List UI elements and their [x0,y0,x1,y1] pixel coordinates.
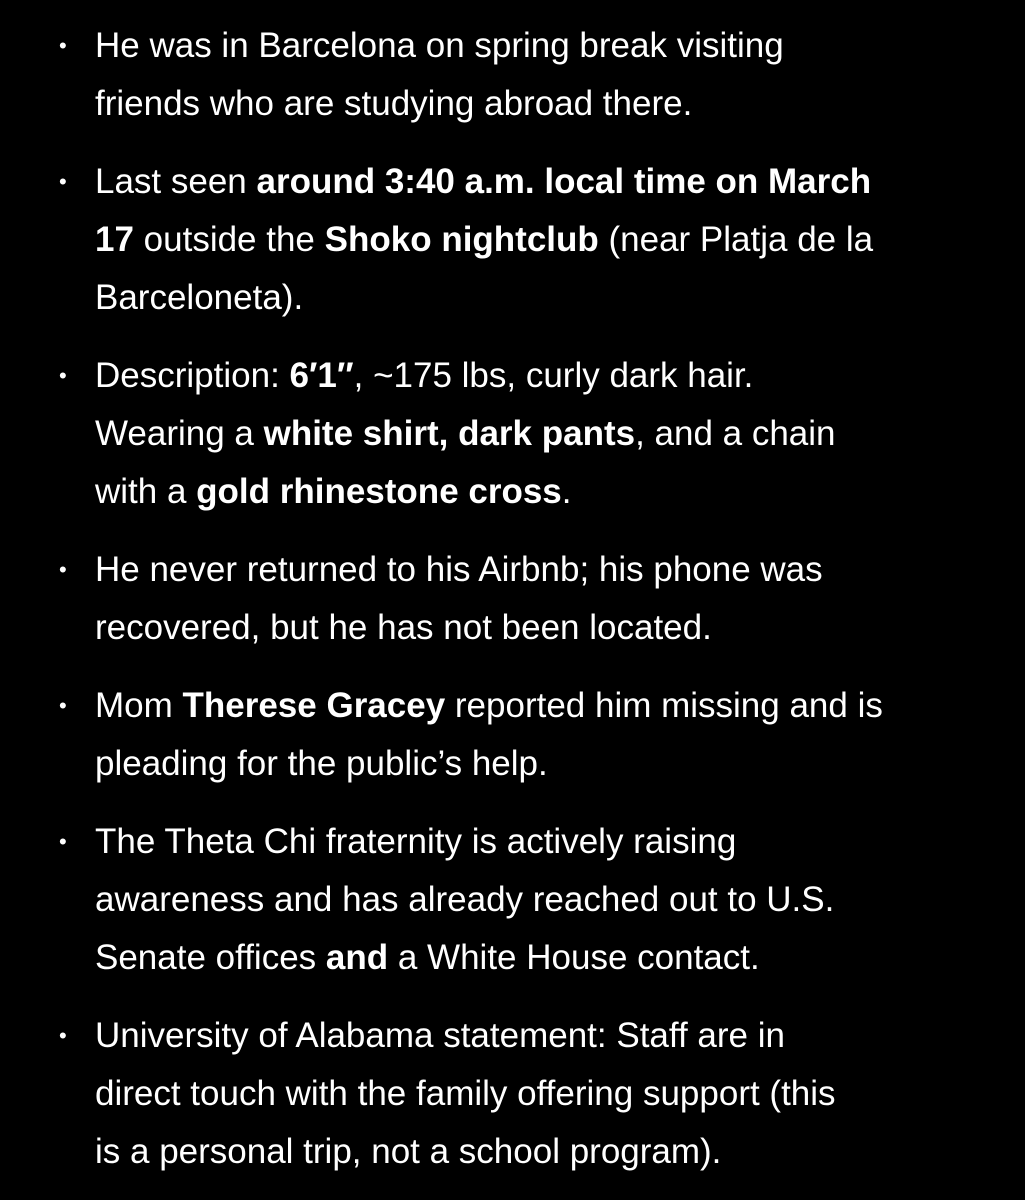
text-segment: , ~175 lbs, curly dark hair. [353,356,754,395]
bold-text: around 3:40 a.m. local time on March [256,162,872,201]
bullet-text [95,541,1000,657]
bold-text: and [325,938,389,977]
bullet-marker: • [59,169,67,194]
bullet-text [95,347,1000,521]
text-segment: is a personal trip, not a school program). [95,1132,722,1171]
bullet-text [95,813,1000,987]
text-segment: reported him missing and is [445,686,883,725]
bullet-marker: • [59,363,67,388]
bullet-marker: • [59,33,67,58]
text-line [95,677,1000,735]
text-line [95,541,1000,599]
text-segment: awareness and has already reached out to U.S. [95,880,835,919]
text-segment: Description: [95,356,290,395]
text-segment: friends who are studying abroad there. [95,84,693,123]
list-item [0,17,1025,133]
text-line [95,211,1000,269]
text-segment: . [561,472,572,511]
text-segment: Senate offices [95,938,326,977]
bold-text: 6′1″ [289,356,354,395]
text-segment: pleading for the public’s help. [95,744,548,783]
list-item [0,347,1025,521]
bold-text: white shirt, dark pants [263,414,636,453]
text-line [95,871,1000,929]
text-line [95,405,1000,463]
bold-text: gold rhinestone cross [196,472,562,511]
text-line [95,1007,1000,1065]
text-line [95,347,1000,405]
text-segment: He was in Barcelona on spring break visiting [95,26,784,65]
bullet-text [95,677,1000,793]
text-line [95,929,1000,987]
bullet-text [95,17,1000,133]
list-item [0,813,1025,987]
text-segment: University of Alabama statement: Staff are in [95,1016,785,1055]
text-segment: recovered, but he has not been located. [95,608,712,647]
text-segment: Last seen [95,162,257,201]
bullet-text [95,153,1000,327]
list-item [0,541,1025,657]
list-item [0,1007,1025,1181]
text-line [95,1123,1000,1181]
bold-text: Therese Gracey [182,686,446,725]
text-segment: , and a chain [635,414,836,453]
text-line [95,599,1000,657]
text-segment: outside the [133,220,325,259]
text-line [95,17,1000,75]
list-item [0,153,1025,327]
bold-text: 17 [95,220,134,259]
text-segment: with a [95,472,197,511]
text-segment: direct touch with the family offering support (this [95,1074,836,1113]
text-segment: He never returned to his Airbnb; his phone was [95,550,823,589]
bullet-marker: • [59,693,67,718]
text-line [95,735,1000,793]
bullet-marker: • [59,557,67,582]
text-line [95,813,1000,871]
bullet-marker: • [59,829,67,854]
bullet-text [95,1007,1000,1181]
list-item [0,677,1025,793]
text-segment: Barceloneta). [95,278,304,317]
text-segment: Wearing a [95,414,264,453]
bullet-marker: • [59,1023,67,1048]
text-segment: a White House contact. [388,938,760,977]
text-segment: Mom [95,686,183,725]
text-line [95,1065,1000,1123]
text-line [95,153,1000,211]
text-line [95,75,1000,133]
text-line [95,269,1000,327]
text-segment: The Theta Chi fraternity is actively raising [95,822,737,861]
text-segment: (near Platja de la [598,220,874,259]
bold-text: Shoko nightclub [324,220,599,259]
text-line [95,463,1000,521]
